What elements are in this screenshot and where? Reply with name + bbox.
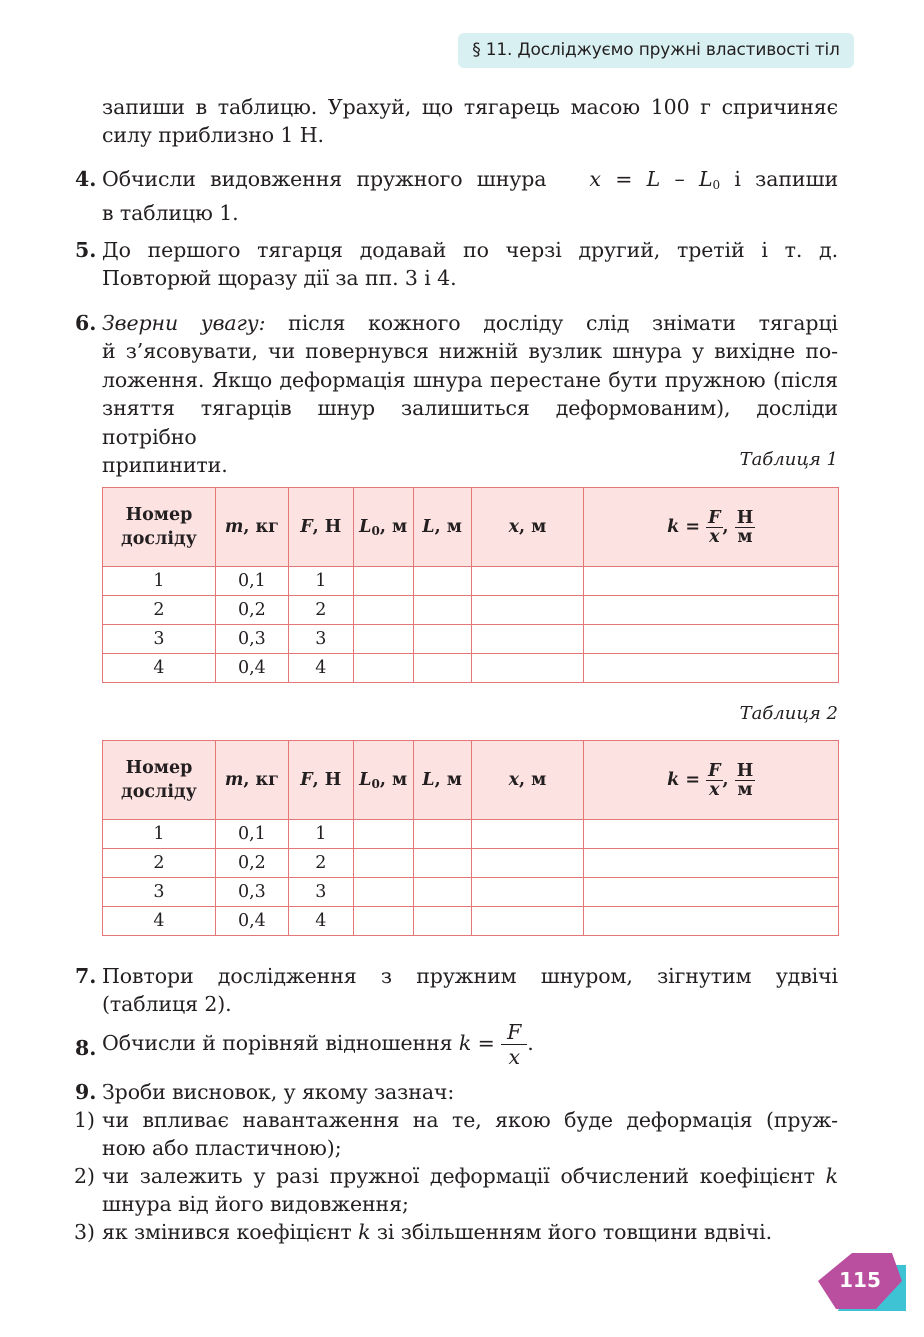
header-L-unit: , м	[434, 770, 462, 790]
step-5-line-1: До першого тягарця додавай по черзі другий, третій і т. д.	[102, 238, 838, 262]
step-6-number: 6.	[75, 311, 97, 335]
intro-paragraph	[102, 93, 838, 150]
cell-empty	[353, 567, 413, 596]
table-1-header-row	[103, 488, 839, 567]
step-6-line-3: ложення. Якщо деформація шнура перестане бути пружною (після	[102, 367, 838, 392]
cell-m: 0,4	[215, 654, 288, 683]
cell-m: 0,3	[215, 878, 288, 907]
cell-empty	[584, 625, 839, 654]
table-row	[103, 567, 839, 596]
table-row	[103, 907, 839, 936]
header-F-sym: F	[300, 517, 313, 537]
cell-n: 3	[103, 625, 216, 654]
step-4-text	[102, 165, 838, 228]
header-num-line-1: Номер	[125, 758, 193, 778]
cell-F: 4	[288, 654, 353, 683]
cell-empty	[413, 654, 471, 683]
step-6-line-5: припинити.	[102, 453, 228, 478]
header-k-num: F	[708, 760, 721, 781]
cell-F: 3	[288, 625, 353, 654]
cell-empty	[413, 849, 471, 878]
step-4-text-b: і запиши	[720, 167, 839, 191]
header-F-unit: , Н	[312, 770, 342, 790]
header-L-unit: , м	[434, 517, 462, 537]
formula-L0: L	[698, 167, 713, 191]
table-row	[103, 596, 839, 625]
header-k-unit-num: Н	[736, 507, 754, 528]
cell-empty	[471, 596, 584, 625]
conclusion-2-line-2: шнура від його видовження;	[102, 1192, 409, 1217]
cell-n: 1	[103, 820, 216, 849]
cell-m: 0,3	[215, 625, 288, 654]
cell-m: 0,1	[215, 567, 288, 596]
cell-empty	[471, 849, 584, 878]
cell-empty	[413, 596, 471, 625]
conclusion-3-k: k	[358, 1220, 371, 1244]
table-row	[103, 625, 839, 654]
cell-empty	[353, 820, 413, 849]
cell-m: 0,1	[215, 820, 288, 849]
cell-empty	[584, 907, 839, 936]
cell-empty	[584, 849, 839, 878]
step-8-number: 8.	[75, 1036, 97, 1060]
cell-m: 0,2	[215, 596, 288, 625]
header-k-den: x	[709, 779, 720, 800]
header-m-sym: m	[224, 770, 244, 790]
cell-empty	[353, 849, 413, 878]
formula-x: x	[589, 167, 601, 191]
cell-n: 4	[103, 654, 216, 683]
formula-L: L	[646, 167, 661, 191]
header-length	[413, 488, 471, 567]
conclusion-3-text	[102, 1218, 838, 1246]
step-4-number: 4.	[75, 167, 97, 191]
conclusion-1-number: 1)	[74, 1108, 96, 1132]
header-k-eq: =	[679, 516, 707, 537]
header-mass	[215, 488, 288, 567]
cell-empty	[471, 625, 584, 654]
formula-L0-sub: 0	[712, 178, 721, 192]
table-row	[103, 849, 839, 878]
cell-n: 3	[103, 878, 216, 907]
header-k-den: x	[709, 526, 720, 547]
cell-m: 0,4	[215, 907, 288, 936]
cell-empty	[353, 596, 413, 625]
cell-empty	[471, 907, 584, 936]
formula-minus: –	[660, 167, 699, 191]
cell-n: 2	[103, 596, 216, 625]
conclusion-2-k: k	[825, 1164, 838, 1188]
step-8-end: .	[527, 1031, 534, 1055]
cell-F: 2	[288, 596, 353, 625]
conclusion-1-text	[102, 1106, 838, 1163]
intro-line-2: силу приблизно 1 Н.	[102, 123, 324, 148]
header-num-line-1: Номер	[125, 505, 193, 525]
step-8-text	[102, 1020, 838, 1069]
header-k-unit-fraction	[735, 762, 756, 799]
header-k-sym: k	[667, 516, 680, 537]
step-4-line-1	[102, 165, 838, 199]
header-initial-length	[353, 741, 413, 820]
step-5-line-2: Повторюй щоразу дії за пп. 3 і 4.	[102, 266, 457, 291]
header-k-sym: k	[667, 769, 680, 790]
formula-eq: =	[600, 167, 647, 191]
section-header: § 11. Досліджуємо пружні властивості тіл	[458, 33, 854, 68]
cell-n: 1	[103, 567, 216, 596]
step-7-number: 7.	[75, 964, 97, 988]
header-experiment-number	[103, 488, 216, 567]
conclusion-3-line-1-a: як змінився коефіцієнт	[102, 1220, 359, 1244]
step-5-number: 5.	[75, 238, 97, 262]
step-6-italic: Зверни увагу:	[102, 311, 266, 335]
header-L0-sym: L	[359, 516, 372, 537]
conclusion-2-line-1-a: чи залежить у разі пружної деформації обчислений коефіцієнт	[102, 1164, 826, 1188]
cell-empty	[471, 820, 584, 849]
header-L0-unit: , м	[379, 769, 408, 790]
cell-empty	[353, 625, 413, 654]
step-5-text	[102, 236, 838, 293]
table-row	[103, 878, 839, 907]
header-stiffness	[584, 488, 839, 567]
step-6-text	[102, 309, 838, 479]
cell-empty	[413, 907, 471, 936]
page-number: 115	[839, 1268, 881, 1292]
cell-m: 0,2	[215, 849, 288, 878]
header-k-unit-fraction	[735, 509, 756, 546]
header-m-unit: , кг	[243, 517, 279, 537]
table-row	[103, 654, 839, 683]
cell-n: 4	[103, 907, 216, 936]
cell-empty	[353, 654, 413, 683]
step-8-eq: =	[471, 1031, 502, 1055]
table-row	[103, 820, 839, 849]
header-F-sym: F	[300, 770, 313, 790]
cell-F: 1	[288, 567, 353, 596]
header-num-line-2: досліду	[121, 529, 197, 549]
cell-empty	[413, 567, 471, 596]
header-num-line-2: досліду	[121, 782, 197, 802]
cell-F: 4	[288, 907, 353, 936]
header-k-fraction	[706, 762, 722, 799]
header-k-unit-den: м	[737, 779, 753, 800]
table-2-caption: Таблиця 2	[739, 703, 838, 724]
cell-empty	[413, 820, 471, 849]
header-x-unit: , м	[519, 770, 547, 790]
table-2-header-row	[103, 741, 839, 820]
step-8-num: F	[501, 1020, 527, 1045]
step-9-number: 9.	[75, 1080, 97, 1104]
intro-line-1: запиши в таблицю. Урахуй, що тягарець масою 100 г спричиняє	[102, 95, 838, 119]
header-stiffness	[584, 741, 839, 820]
step-8-text-main: Обчисли й порівняй відношення	[102, 1031, 459, 1055]
cell-empty	[584, 654, 839, 683]
step-8-k: k	[458, 1031, 472, 1055]
header-L0-unit: , м	[379, 516, 408, 537]
cell-empty	[353, 907, 413, 936]
conclusion-1-line-2: ною або пластичною);	[102, 1136, 342, 1161]
step-8-fraction	[501, 1020, 527, 1069]
header-m-sym: m	[224, 517, 244, 537]
conclusion-2-text	[102, 1162, 838, 1219]
header-k-fraction	[706, 509, 722, 546]
header-L0-sub: 0	[371, 523, 380, 538]
step-4-text-a: Обчисли видовження пружного шнура	[102, 167, 547, 191]
conclusion-2-line-1	[102, 1162, 838, 1190]
header-k-eq: =	[679, 769, 707, 790]
conclusion-3-line-1	[102, 1218, 838, 1246]
header-mass	[215, 741, 288, 820]
cell-empty	[584, 567, 839, 596]
step-8-den: x	[508, 1045, 520, 1069]
cell-empty	[584, 820, 839, 849]
conclusion-1-line-1: чи впливає навантаження на те, якою буде деформація (пруж-	[102, 1108, 838, 1132]
cell-empty	[413, 625, 471, 654]
cell-F: 1	[288, 820, 353, 849]
cell-empty	[353, 878, 413, 907]
cell-n: 2	[103, 849, 216, 878]
cell-empty	[584, 596, 839, 625]
cell-empty	[584, 878, 839, 907]
step-6-line-1	[102, 309, 838, 337]
header-initial-length	[353, 488, 413, 567]
table-2	[102, 740, 839, 936]
header-F-unit: , Н	[312, 517, 342, 537]
header-length	[413, 741, 471, 820]
cell-empty	[471, 567, 584, 596]
conclusion-3-number: 3)	[74, 1220, 96, 1244]
cell-empty	[471, 878, 584, 907]
table-1-caption: Таблиця 1	[739, 449, 838, 470]
step-9-line: Зроби висновок, у якому зазнач:	[102, 1080, 455, 1104]
header-L-sym: L	[422, 517, 435, 537]
step-6-line-2: й з’ясовувати, чи повернувся нижній вузлик шнура у вихідне по-	[102, 339, 838, 364]
step-4-line-2: в таблицю 1.	[102, 201, 239, 226]
step-6-line-4: зняття тягарців шнур залишиться деформованим), досліди потрібно	[102, 396, 838, 449]
header-elongation	[471, 488, 584, 567]
header-x-sym: x	[508, 517, 519, 537]
step-7-line-2: (таблиця 2).	[102, 992, 232, 1017]
header-x-sym: x	[508, 770, 519, 790]
header-k-comma: ,	[722, 516, 729, 537]
conclusion-3-line-1-b: зі збільшенням його товщини вдвічі.	[370, 1220, 773, 1244]
header-x-unit: , м	[519, 517, 547, 537]
cell-empty	[413, 878, 471, 907]
cell-F: 2	[288, 849, 353, 878]
step-7-text	[102, 962, 838, 1019]
table-1	[102, 487, 839, 683]
header-k-num: F	[708, 507, 721, 528]
step-6-line-1-rest: після кожного досліду слід знімати тягарці	[265, 311, 838, 335]
header-experiment-number	[103, 741, 216, 820]
header-L0-sub: 0	[371, 776, 380, 791]
cell-F: 3	[288, 878, 353, 907]
header-k-unit-den: м	[737, 526, 753, 547]
step-7-line-1: Повтори дослідження з пружним шнуром, зігнутим удвічі	[102, 964, 838, 988]
header-L-sym: L	[422, 770, 435, 790]
conclusion-2-number: 2)	[74, 1164, 96, 1188]
header-force	[288, 488, 353, 567]
header-k-comma: ,	[722, 769, 729, 790]
header-force	[288, 741, 353, 820]
step-9-text	[102, 1078, 838, 1106]
header-L0-sym: L	[359, 769, 372, 790]
header-m-unit: , кг	[243, 770, 279, 790]
header-k-unit-num: Н	[736, 760, 754, 781]
header-elongation	[471, 741, 584, 820]
cell-empty	[471, 654, 584, 683]
